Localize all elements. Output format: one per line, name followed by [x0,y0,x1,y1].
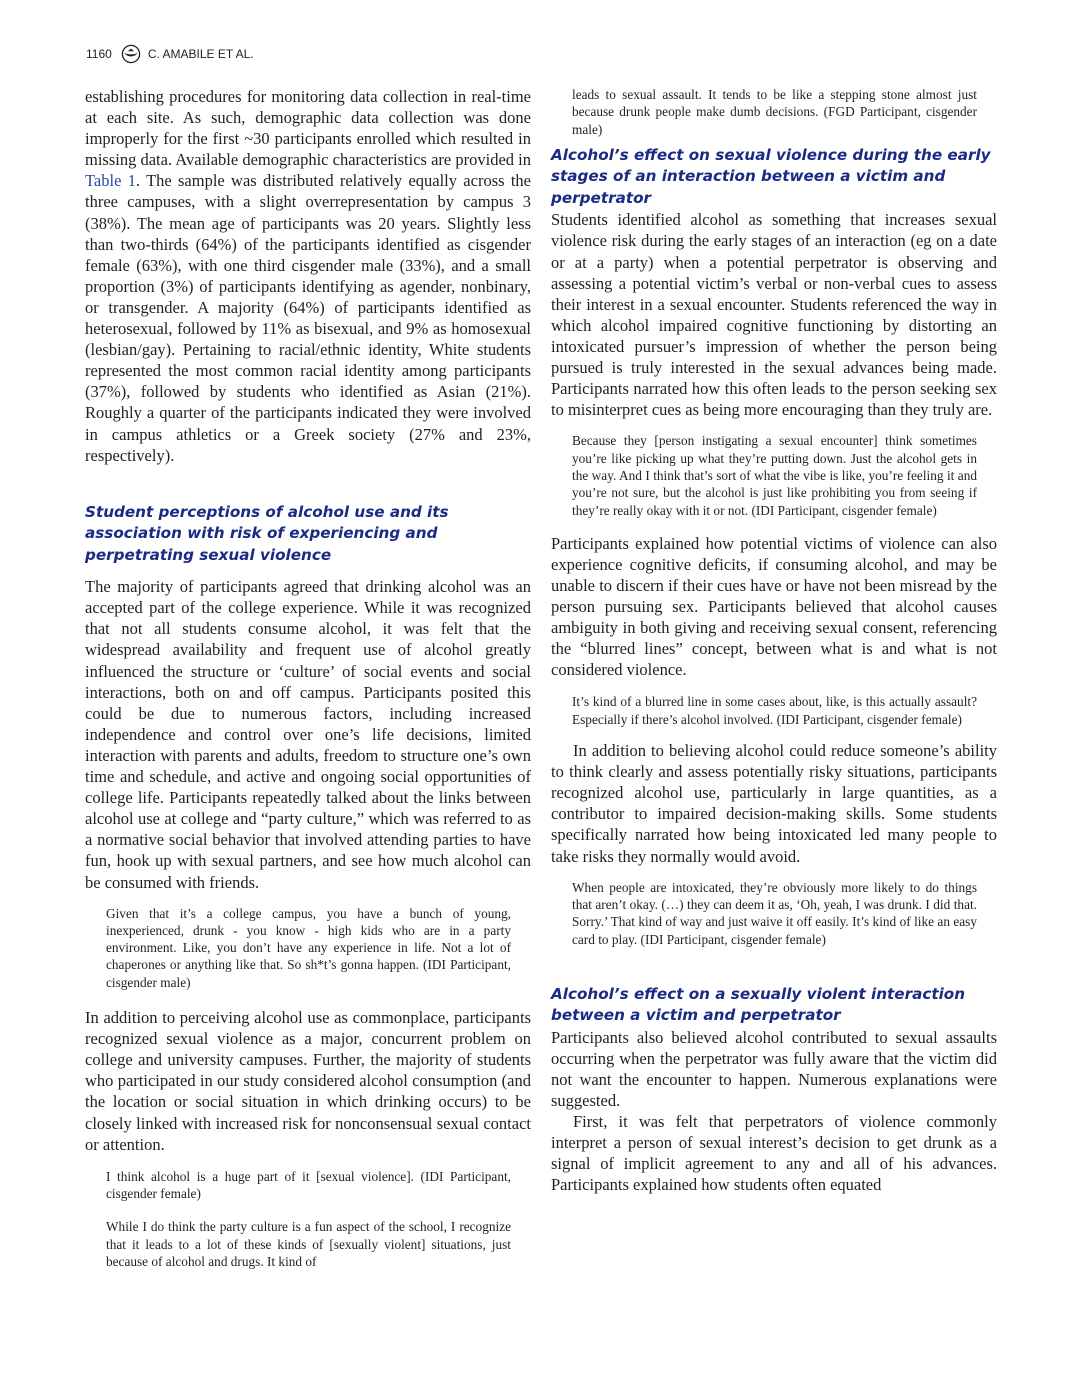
paragraph-text: establishing procedures for monitoring data collection in real-time at each site. As such, demographic data collection was done improperly for the first ~30 participants enrolled which resulted in missing data. Available demographic characteristics are provided in [85,87,531,170]
body-paragraph [85,86,531,466]
block-quote: Given that it’s a college campus, you have a bunch of young, inexperienced, drunk - you know - high kids who are in a party environment. Like, you don’t have any experience in life. Not a lot of chaperones or anything like that. So sh*t’s gonna happen. (IDI Participant, cisgender male) [106,905,511,990]
body-paragraph: Participants explained how potential victims of violence can also experience cognitive deficits, if consuming alcohol, and may be unable to discern if their cues have or have not been misread by the person pursuing sex. Participants believed that alcohol causes ambiguity in both giving and receiving sexual consent, referencing the “blurred lines” concept, between what is and what is not considered violence. [551,533,997,680]
running-authors: C. AMABILE ET AL. [147,47,254,61]
block-quote: It’s kind of a blurred line in some cases about, like, is this actually assault? Especially if there’s alcohol involved. (IDI Participant, cisgender female) [572,694,977,727]
block-quote: I think alcohol is a huge part of it [sexual violence]. (IDI Participant, cisgender female) [106,1168,511,1202]
block-quote: Because they [person instigating a sexual encounter] think sometimes you’re like picking up what they’re putting down. Just the alcohol gets in the way. And I think that’s sort of what the vibe is like, you’re feeling it and you’re not sure, but the alcohol is just like prohibiting you from seeing if they’re really okay with it or not. (IDI Participant, cisgender female) [572,433,977,518]
table-1-link[interactable]: Table 1 [85,171,136,191]
section-heading: Student perceptions of alcohol use and its association with risk of experiencing and perpetrating sexual violence [85,502,449,564]
paragraph-text: . The sample was distributed relatively equally across the three campuses, with a slight overrepresentation by campus 3 (38%). The mean age of participants was 20 years. Slightly less than two-thirds (64%) of the participants identified as cisgender female (63%), with one third cisgender male (33%), and a small proportion (3%) of participants identifying as agender, nonbinary, or transgender. A majority (64%) of participants identified as heterosexual, followed by 11% as bisexual, and 9% as homosexual (lesbian/gay). Pertaining to racial/ethnic identity, White students represented the most common racial identity among participants (37%), followed by students who identified as Asian (21%). Roughly a quarter of the participants indicated they were involved in campus athletics or a Greek society (27% and 23%, respectively). [85,171,531,465]
body-paragraph: First, it was felt that perpetrators of violence commonly interpret a person of sexual interest’s decision to get drunk as a signal of implicit agreement to any and all of his advances. Participants explained how students often equated [551,1112,997,1195]
open-access-logo-icon [121,44,141,64]
body-paragraph: The majority of participants agreed that drinking alcohol was an accepted part of the college experience. While it was recognized that not all students consume alcohol, it was felt that the widespread availability and frequent use of alcohol greatly influenced the structure or ‘culture’ of social events and social interactions, both on and off campus. Participants posited this could be due to numerous factors, including increased independence and control over one’s life decisions, limited interaction with parents and adults, freedom to structure one’s own time and schedule, and active and ongoing social opportunities of college life. Participants repeatedly talked about the links between alcohol use at college and “party culture,” which was referred to as a normative social behavior that involved attending parties to have fun, hook up with sexual partners, and see how much alcohol can be consumed with friends. [85,577,531,892]
body-paragraph: Students identified alcohol as something that increases sexual violence risk during the early stages of an interaction (eg on a date or at a party) when a potential perpetrator is observing and assessing a potential victim’s verbal or non-verbal cues to assess their interest in a sexual encounter. Students referenced the way in which alcohol impaired cognitive functioning by distorting an intoxicated pursuer’s impression of whether the person being pursued is truly interested in the sexual advances being made. Participants narrated how this often leads to the person seeking sex to misinterpret cues as being more encouraging than they truly are. [551,210,997,420]
left-column [85,86,531,1270]
body-paragraph: Participants also believed alcohol contributed to sexual assaults occurring when the perpetrator was fully aware that the victim did not want the encounter to happen. Numerous explanations were suggested. [551,1027,997,1111]
running-header [86,44,254,64]
block-quote: leads to sexual assault. It tends to be like a stepping stone almost just because drunk people make dumb decisions. (FGD Participant, cisgender male) [572,87,977,137]
body-paragraph: In addition to believing alcohol could reduce someone’s ability to think clearly and assess potentially risky situations, participants recognized alcohol use, particularly in large quantities, as a contributor to impaired decision-making skills. Some students specifically narrated how being intoxicated led many people to take risks they normally would avoid. [551,741,997,866]
section-heading: Alcohol’s effect on a sexually violent interaction between a victim and perpetrator [551,984,966,1025]
block-quote: When people are intoxicated, they’re obviously more likely to do things that aren’t okay. (…) they can deem it as, ‘Oh, yeah, I was drunk. I did that. Sorry.’ That kind of way and just waive it off easily. It’s kind of like an easy card to play. (IDI Participant, cisgender female) [572,879,977,947]
page-number: 1160 [86,47,112,61]
body-paragraph: In addition to perceiving alcohol use as commonplace, participants recognized sexual violence as a major, concurrent problem on college and university campuses. Further, the majority of students who participated in our study considered alcohol consumption (and the location or social situation in which drinking occurs) to be closely linked with increased risk for nonconsensual sexual contact or attention. [85,1008,531,1154]
block-quote: While I do think the party culture is a fun aspect of the school, I recognize that it leads to a lot of these kinds of [sexually violent] situations, just because of alcohol and drugs. It kind of [106,1219,511,1269]
section-heading: Alcohol’s effect on sexual violence during the early stages of an interaction between a victim and perpetrator [551,145,991,207]
right-column [551,86,997,1196]
